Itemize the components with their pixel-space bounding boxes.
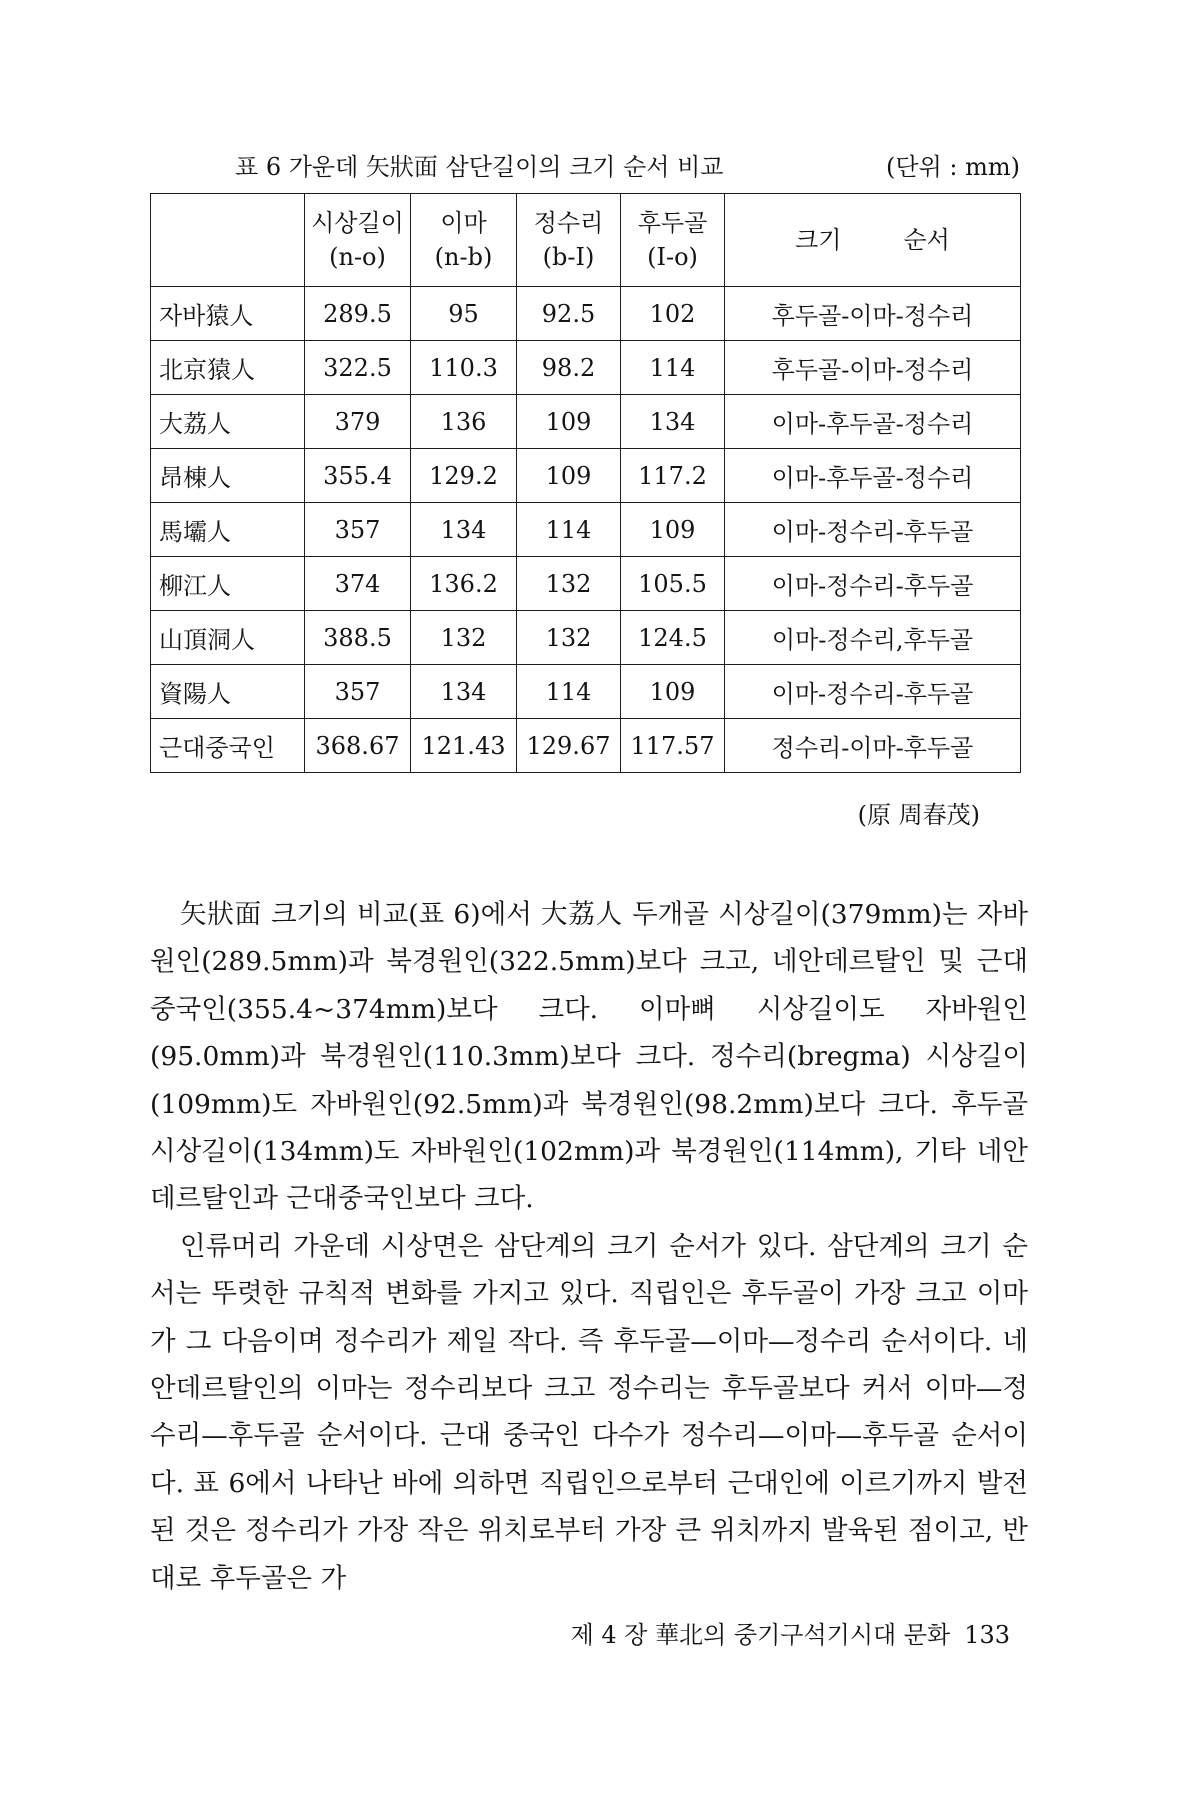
cell-parietal: 98.2 xyxy=(517,341,621,395)
cell-parietal: 129.67 xyxy=(517,719,621,773)
cell-total: 357 xyxy=(305,503,411,557)
cell-total: 289.5 xyxy=(305,287,411,341)
cell-name: 北京猿人 xyxy=(151,341,305,395)
header-parietal: 정수리 (b-I) xyxy=(517,194,621,287)
header-total: 시상길이 (n-o) xyxy=(305,194,411,287)
table-row xyxy=(151,449,1021,503)
cell-order: 이마-정수리-후두골 xyxy=(725,665,1021,719)
cell-total: 374 xyxy=(305,557,411,611)
cell-total: 322.5 xyxy=(305,341,411,395)
chapter-title: 제 4 장 華北의 중기구석기시대 문화 xyxy=(570,1621,951,1649)
cell-frontal: 136 xyxy=(411,395,517,449)
table-row xyxy=(151,665,1021,719)
table-row xyxy=(151,503,1021,557)
table-title: 표 6 가운데 矢狀面 삼단길이의 크기 순서 비교 xyxy=(235,153,724,181)
table-row xyxy=(151,611,1021,665)
cell-occipital: 117.2 xyxy=(621,449,725,503)
cell-total: 357 xyxy=(305,665,411,719)
cell-order: 이마-정수리-후두골 xyxy=(725,557,1021,611)
table-header-row xyxy=(151,194,1021,287)
cell-parietal: 132 xyxy=(517,611,621,665)
cell-name: 昂棟人 xyxy=(151,449,305,503)
cell-name: 大荔人 xyxy=(151,395,305,449)
table-row xyxy=(151,287,1021,341)
cell-occipital: 105.5 xyxy=(621,557,725,611)
table-row xyxy=(151,557,1021,611)
cell-name: 자바猿人 xyxy=(151,287,305,341)
body-paragraph: 인류머리 가운데 시상면은 삼단계의 크기 순서가 있다. 삼단계의 크기 순서는 뚜렷한 규칙적 변화를 가지고 있다. 직립인은 후두골이 가장 크고 이마가 그 다음이며 정수리가 제일 작다. 즉 후두골—이마—정수리 순서이다. 네안데르탈인의 이마는 정수리보다 크고 정수리는 후두골보다 커서 이마—정수리—후두골 순서이다. 근대 중국인 다수가 정수리—이마—후두골 순서이다. 표 6에서 나타난 바에 의하면 직립인으로부터 근대인에 이르기까지 발전된 것은 정수리가 가장 작은 위치로부터 가장 큰 위치까지 발육된 점이고, 반대로 후두골은 가 xyxy=(150,1230,1028,1594)
cell-order: 이마-정수리-후두골 xyxy=(725,503,1021,557)
cell-occipital: 109 xyxy=(621,503,725,557)
cell-total: 368.67 xyxy=(305,719,411,773)
cell-occipital: 117.57 xyxy=(621,719,725,773)
cell-parietal: 109 xyxy=(517,449,621,503)
cell-name: 柳江人 xyxy=(151,557,305,611)
table-caption xyxy=(150,152,1020,182)
cell-parietal: 132 xyxy=(517,557,621,611)
cell-occipital: 102 xyxy=(621,287,725,341)
body-text xyxy=(150,891,1028,1602)
cell-name: 근대중국인 xyxy=(151,719,305,773)
table-source: (原 周春茂) xyxy=(857,801,980,829)
cell-frontal: 129.2 xyxy=(411,449,517,503)
cell-frontal: 136.2 xyxy=(411,557,517,611)
page-number: 133 xyxy=(964,1621,1010,1649)
cell-parietal: 114 xyxy=(517,665,621,719)
table-row xyxy=(151,341,1021,395)
cell-order: 이마-후두골-정수리 xyxy=(725,449,1021,503)
cell-parietal: 114 xyxy=(517,503,621,557)
cell-parietal: 109 xyxy=(517,395,621,449)
table-unit: (단위 : mm) xyxy=(886,153,1020,181)
table-row xyxy=(151,395,1021,449)
table-row xyxy=(151,719,1021,773)
cell-frontal: 110.3 xyxy=(411,341,517,395)
cell-total: 388.5 xyxy=(305,611,411,665)
cell-order: 이마-후두골-정수리 xyxy=(725,395,1021,449)
cell-parietal: 92.5 xyxy=(517,287,621,341)
cell-frontal: 95 xyxy=(411,287,517,341)
header-order: 크기 순서 xyxy=(725,194,1021,287)
cell-occipital: 134 xyxy=(621,395,725,449)
header-blank xyxy=(151,194,305,287)
cell-name: 馬壩人 xyxy=(151,503,305,557)
cell-frontal: 121.43 xyxy=(411,719,517,773)
page-footer xyxy=(150,1620,1010,1650)
header-frontal: 이마 (n-b) xyxy=(411,194,517,287)
cell-name: 資陽人 xyxy=(151,665,305,719)
cell-frontal: 134 xyxy=(411,665,517,719)
cell-occipital: 109 xyxy=(621,665,725,719)
cell-occipital: 114 xyxy=(621,341,725,395)
comparison-table xyxy=(150,193,1021,773)
cell-order: 후두골-이마-정수리 xyxy=(725,287,1021,341)
cell-frontal: 132 xyxy=(411,611,517,665)
cell-total: 379 xyxy=(305,395,411,449)
cell-total: 355.4 xyxy=(305,449,411,503)
cell-order: 정수리-이마-후두골 xyxy=(725,719,1021,773)
header-occipital: 후두골 (I-o) xyxy=(621,194,725,287)
cell-occipital: 124.5 xyxy=(621,611,725,665)
body-paragraph: 矢狀面 크기의 비교(표 6)에서 大荔人 두개골 시상길이(379mm)는 자바원인(289.5mm)과 북경원인(322.5mm)보다 크고, 네안데르탈인 및 근대중국인(355.4~374mm)보다 크다. 이마뼈 시상길이도 자바원인(95.0mm)과 북경원인(110.3mm)보다 크다. 정수리(bregma) 시상길이(109mm)도 자바원인(92.5mm)과 북경원인(98.2mm)보다 크다. 후두골 시상길이(134mm)도 자바원인(102mm)과 북경원인(114mm), 기타 네안데르탈인과 근대중국인보다 크다. xyxy=(150,899,1028,1215)
cell-frontal: 134 xyxy=(411,503,517,557)
cell-order: 후두골-이마-정수리 xyxy=(725,341,1021,395)
cell-name: 山頂洞人 xyxy=(151,611,305,665)
cell-order: 이마-정수리,후두골 xyxy=(725,611,1021,665)
